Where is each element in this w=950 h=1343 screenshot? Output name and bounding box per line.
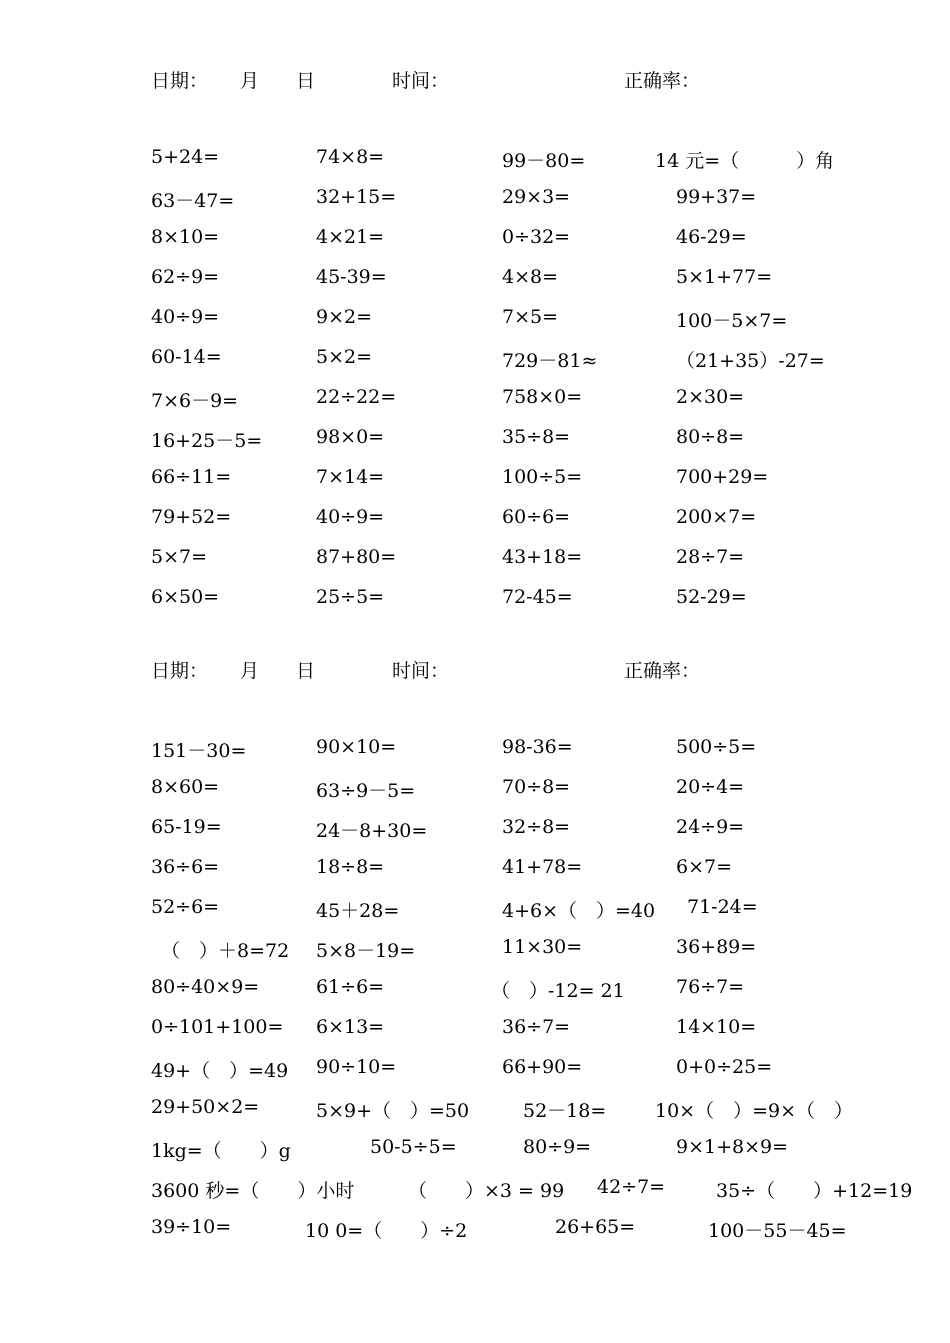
- problem-cell: 40÷9=: [151, 306, 220, 328]
- problem-cell: 70÷8=: [502, 776, 571, 798]
- problem-cell: 5×7=: [151, 546, 208, 568]
- problem-cell: 20÷4=: [676, 776, 745, 798]
- time-label: 时间：: [392, 660, 450, 682]
- problem-cell: 50-5÷5=: [370, 1136, 457, 1158]
- problem-cell: 80÷40×9=: [151, 976, 260, 998]
- problem-row: [0, 736, 950, 766]
- problem-cell: 5+24=: [151, 146, 220, 168]
- problem-cell: 758×0=: [502, 386, 583, 408]
- problem-cell: 99+37=: [676, 186, 757, 208]
- problem-cell: 80÷8=: [676, 426, 745, 448]
- problem-cell: 10 0=（ ）÷2: [305, 1220, 468, 1242]
- problem-row: [0, 506, 950, 536]
- problem-cell: 8×10=: [151, 226, 220, 248]
- problem-row: [0, 936, 950, 966]
- problem-row: [0, 386, 950, 416]
- month-label: 月: [240, 70, 260, 92]
- problem-cell: 6×50=: [151, 586, 220, 608]
- problem-cell: 74×8=: [316, 146, 385, 168]
- date-label: 日期：: [151, 70, 209, 92]
- problem-cell: 60-14=: [151, 346, 222, 368]
- problem-cell: 5×2=: [316, 346, 373, 368]
- problem-cell: （21+35）-27=: [676, 350, 825, 372]
- problem-row: [0, 896, 950, 926]
- accuracy-label: 正确率：: [624, 660, 701, 682]
- problem-cell: 7×5=: [502, 306, 559, 328]
- problem-cell: 76÷7=: [676, 976, 745, 998]
- problem-cell: 66+90=: [502, 1056, 583, 1078]
- problem-cell: 9×2=: [316, 306, 373, 328]
- problem-row: [0, 426, 950, 456]
- problem-cell: 700+29=: [676, 466, 769, 488]
- problem-cell: 100－55－45=: [708, 1220, 847, 1242]
- problem-cell: 4×21=: [316, 226, 385, 248]
- problem-row: [0, 146, 950, 176]
- problem-cell: 42÷7=: [597, 1176, 666, 1198]
- problem-cell: 6×13=: [316, 1016, 385, 1038]
- problem-cell: 2×30=: [676, 386, 745, 408]
- problem-cell: 18÷8=: [316, 856, 385, 878]
- accuracy-label: 正确率：: [624, 70, 701, 92]
- problem-cell: 60÷6=: [502, 506, 571, 528]
- problem-cell: 90×10=: [316, 736, 397, 758]
- problem-cell: 6×7=: [676, 856, 733, 878]
- problem-cell: 4+6×（ ）=40: [502, 900, 656, 922]
- day-label: 日: [296, 70, 316, 92]
- problem-cell: 80÷9=: [523, 1136, 592, 1158]
- problem-cell: 29+50×2=: [151, 1096, 260, 1118]
- problem-row: [0, 1016, 950, 1046]
- problem-row: [0, 816, 950, 846]
- problem-cell: 62÷9=: [151, 266, 220, 288]
- problem-cell: 1kg=（ ）g: [151, 1140, 291, 1162]
- problem-row: [0, 186, 950, 216]
- problem-cell: 24－8+30=: [316, 820, 428, 842]
- problem-cell: 32÷8=: [502, 816, 571, 838]
- problem-cell: 36+89=: [676, 936, 757, 958]
- problem-cell: 4×8=: [502, 266, 559, 288]
- problem-cell: 43+18=: [502, 546, 583, 568]
- day-label: 日: [296, 660, 316, 682]
- problem-cell: 87+80=: [316, 546, 397, 568]
- problem-row: [0, 546, 950, 576]
- problem-cell: 14×10=: [676, 1016, 757, 1038]
- problem-cell: 26+65=: [555, 1216, 636, 1238]
- problem-cell: 3600 秒=（ ）小时: [151, 1180, 355, 1202]
- problem-cell: 729－81≈: [502, 350, 598, 372]
- problem-row: [0, 346, 950, 376]
- problem-cell: 100÷5=: [502, 466, 583, 488]
- problem-row: [0, 1056, 950, 1086]
- problem-cell: 45-39=: [316, 266, 387, 288]
- problem-row: [0, 306, 950, 336]
- problem-row: [0, 1216, 950, 1246]
- problem-cell: 45＋28=: [316, 900, 400, 922]
- problem-cell: 25÷5=: [316, 586, 385, 608]
- problem-cell: 98×0=: [316, 426, 385, 448]
- problem-cell: 52÷6=: [151, 896, 220, 918]
- problem-cell: 9×1+8×9=: [676, 1136, 789, 1158]
- problem-cell: 28÷7=: [676, 546, 745, 568]
- time-label: 时间：: [392, 70, 450, 92]
- problem-cell: 65-19=: [151, 816, 222, 838]
- sheet2-header: [0, 656, 950, 686]
- problem-cell: 16+25－5=: [151, 430, 263, 452]
- problem-row: [0, 586, 950, 616]
- problem-cell: 52－18=: [523, 1100, 607, 1122]
- problem-cell: 7×14=: [316, 466, 385, 488]
- problem-row: [0, 1176, 950, 1206]
- problem-cell: 0÷101+100=: [151, 1016, 284, 1038]
- problem-cell: 79+52=: [151, 506, 232, 528]
- problem-cell: 500÷5=: [676, 736, 757, 758]
- problem-cell: 200×7=: [676, 506, 757, 528]
- problem-cell: 8×60=: [151, 776, 220, 798]
- problem-cell: 5×9+（ ）=50: [316, 1100, 470, 1122]
- problem-cell: 41+78=: [502, 856, 583, 878]
- problem-cell: 29×3=: [502, 186, 571, 208]
- problem-cell: 36÷6=: [151, 856, 220, 878]
- problem-cell: 63－47=: [151, 190, 235, 212]
- problem-cell: （ ）＋8=72: [161, 940, 290, 962]
- problem-cell: 40÷9=: [316, 506, 385, 528]
- problem-cell: 11×30=: [502, 936, 583, 958]
- problem-cell: 35÷8=: [502, 426, 571, 448]
- problem-cell: 35÷（ ）+12=19: [716, 1180, 913, 1202]
- problem-cell: 98-36=: [502, 736, 573, 758]
- problem-cell: 99－80=: [502, 150, 586, 172]
- problem-cell: 90÷10=: [316, 1056, 397, 1078]
- problem-row: [0, 1136, 950, 1166]
- problem-cell: 0÷32=: [502, 226, 571, 248]
- problem-cell: 0+0÷25=: [676, 1056, 773, 1078]
- problem-cell: 49+（ ）=49: [151, 1060, 289, 1082]
- problem-cell: 100－5×7=: [676, 310, 788, 332]
- problem-row: [0, 266, 950, 296]
- problem-row: [0, 856, 950, 886]
- problem-cell: 5×1+77=: [676, 266, 773, 288]
- problem-cell: 151－30=: [151, 740, 247, 762]
- problem-cell: 32+15=: [316, 186, 397, 208]
- problem-row: [0, 226, 950, 256]
- problem-cell: （ ）×3 = 99: [408, 1180, 565, 1202]
- problem-cell: 36÷7=: [502, 1016, 571, 1038]
- problem-cell: 66÷11=: [151, 466, 232, 488]
- problem-cell: 5×8－19=: [316, 940, 416, 962]
- date-label: 日期：: [151, 660, 209, 682]
- problem-cell: 72-45=: [502, 586, 573, 608]
- sheet1-header: [0, 66, 950, 96]
- problem-cell: 39÷10=: [151, 1216, 232, 1238]
- problem-cell: 52-29=: [676, 586, 747, 608]
- problem-cell: 63÷9－5=: [316, 780, 416, 802]
- problem-row: [0, 466, 950, 496]
- problem-row: [0, 976, 950, 1006]
- problem-cell: 10×（ ）=9×（ ）: [655, 1100, 854, 1122]
- problem-cell: 71-24=: [687, 896, 758, 918]
- problem-cell: （ ）-12= 21: [491, 980, 625, 1002]
- problem-row: [0, 1096, 950, 1126]
- problem-cell: 14 元=（ ）角: [655, 150, 835, 172]
- problem-cell: 46-29=: [676, 226, 747, 248]
- problem-row: [0, 776, 950, 806]
- problem-cell: 61÷6=: [316, 976, 385, 998]
- problem-cell: 22÷22=: [316, 386, 397, 408]
- month-label: 月: [240, 660, 260, 682]
- problem-cell: 7×6－9=: [151, 390, 239, 412]
- problem-cell: 24÷9=: [676, 816, 745, 838]
